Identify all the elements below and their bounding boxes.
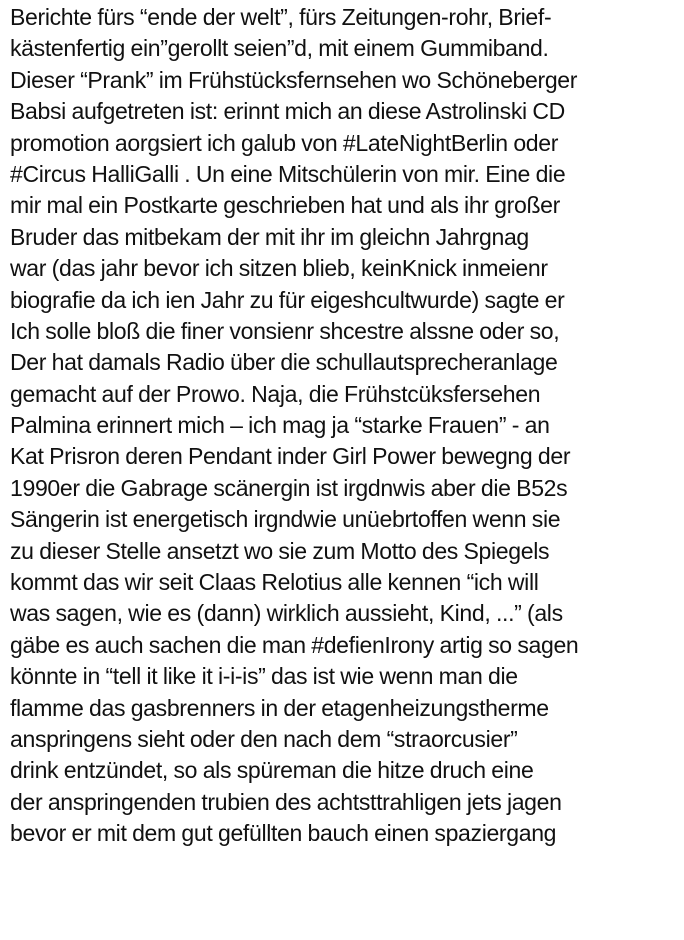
text-line: Palmina erinnert mich – ich mag ja “starke Frauen” - an	[10, 412, 550, 439]
text-line: drink entzündet, so als spüreman die hitze druch eine	[10, 757, 534, 784]
text-line: der anspringenden trubien des achtsttrahligen jets jagen	[10, 788, 562, 815]
text-line: gemacht auf der Prowo. Naja, die Frühstcüksfersehen	[10, 380, 541, 407]
text-line: Bruder das mitbekam der mit ihr im gleichn Jahrgnag	[10, 223, 529, 250]
text-line: gäbe es auch sachen die man #defienIrony artig so sagen	[10, 631, 579, 658]
text-line: promotion aorgsiert ich galub von #LateNightBerlin oder	[10, 129, 559, 156]
text-line: was sagen, wie es (dann) wirklich aussieht, Kind, ...” (als	[10, 600, 563, 627]
text-line: #Circus HalliGalli . Un eine Mitschülerin von mir. Eine die	[10, 160, 566, 187]
text-line: Sängerin ist energetisch irgndwie unüebrtoffen wenn sie	[10, 506, 561, 533]
text-line: war (das jahr bevor ich sitzen blieb, keinKnick inmeienr	[10, 255, 548, 282]
text-line: Dieser “Prank” im Frühstücksfernsehen wo Schöneberger	[10, 66, 578, 93]
text-line: flamme das gasbrenners in der etagenheizungstherme	[10, 694, 549, 721]
text-line: biografie da ich ien Jahr zu für eigeshcultwurde) sagte er	[10, 286, 565, 313]
text-line: zu dieser Stelle ansetzt wo sie zum Motto des Spiegels	[10, 537, 550, 564]
text-line: Kat Prisron deren Pendant inder Girl Power bewegng der	[10, 443, 571, 470]
body-text	[10, 2, 682, 850]
text-line: mir mal ein Postkarte geschrieben hat und als ihr großer	[10, 192, 560, 219]
text-line: könnte in “tell it like it i-i-is” das ist wie wenn man die	[10, 663, 518, 690]
text-line: Ich solle bloß die finer vonsienr shcestre alssne oder so,	[10, 317, 560, 344]
text-line: Berichte fürs “ende der welt”, fürs Zeitungen-rohr, Brief-	[10, 4, 552, 30]
text-line: Babsi aufgetreten ist: erinnt mich an diese Astrolinski CD	[10, 98, 565, 125]
text-line: anspringens sieht oder den nach dem “straorcusier”	[10, 725, 518, 752]
text-line: bevor er mit dem gut gefüllten bauch einen spaziergang	[10, 820, 557, 847]
text-line: 1990er die Gabrage scänergin ist irgdnwis aber die B52s	[10, 474, 568, 501]
text-line: kästenfertig ein”gerollt seien”d, mit einem Gummiband.	[10, 35, 549, 62]
text-line: kommt das wir seit Claas Relotius alle kennen “ich will	[10, 569, 539, 596]
text-line: Der hat damals Radio über die schullautsprecheranlage	[10, 349, 558, 376]
